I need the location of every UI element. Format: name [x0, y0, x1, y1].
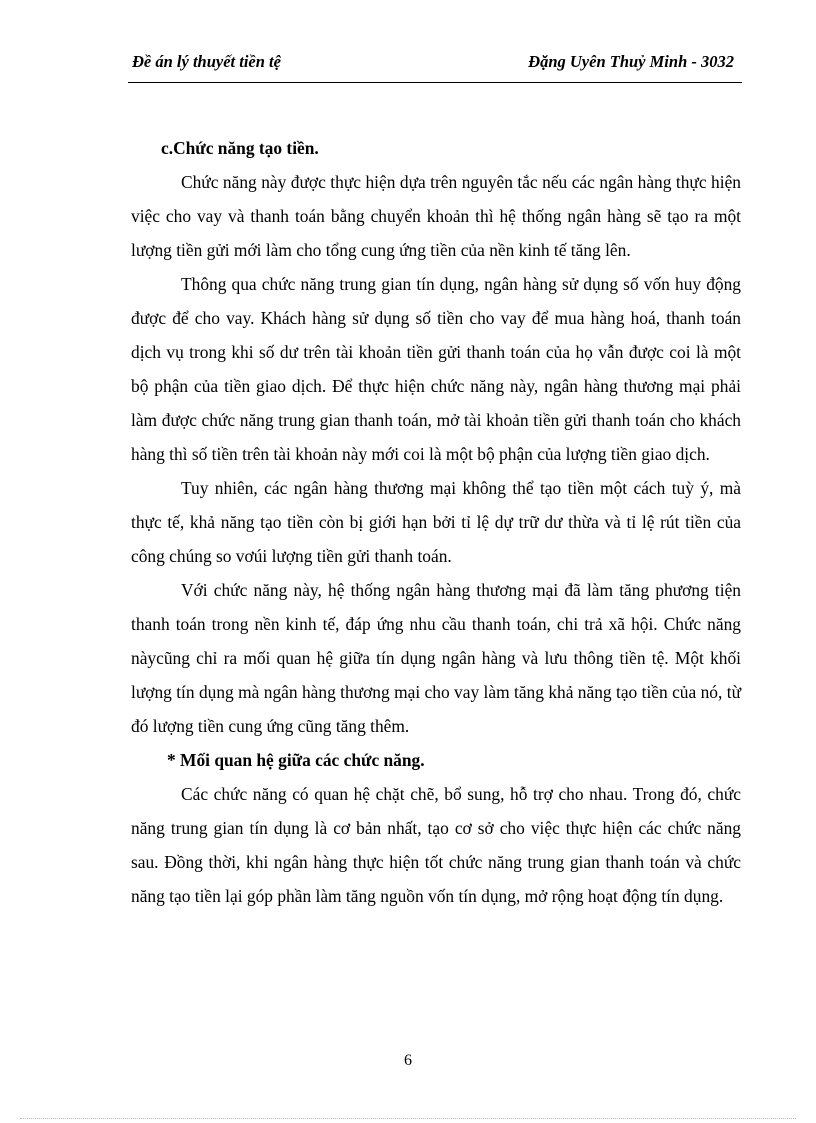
paragraph: Tuy nhiên, các ngân hàng thương mại không thể tạo tiền một cách tuỳ ý, mà thực tế, khả năng tạo tiền còn bị giới hạn bởi tỉ lệ dự trữ dư thừa và tỉ lệ rút tiền của công chúng so vơúi lượng tiền gửi thanh toán.: [131, 478, 741, 566]
document-body: [131, 131, 741, 913]
paragraph: Chức năng này được thực hiện dựa trên nguyên tắc nếu các ngân hàng thực hiện việc cho vay và thanh toán bằng chuyển khoản thì hệ thống ngân hàng sẽ tạo ra một lượng tiền gửi mới làm cho tổng cung ứng tiền của nền kinh tế tăng lên.: [131, 172, 741, 260]
subsection-heading: * Mối quan hệ giữa các chức năng.: [167, 750, 425, 770]
section-heading: c.Chức năng tạo tiền.: [161, 138, 319, 158]
paragraph: Các chức năng có quan hệ chặt chẽ, bổ sung, hỗ trợ cho nhau. Trong đó, chức năng trung gian tín dụng là cơ bản nhất, tạo cơ sở cho việc thực hiện các chức năng sau. Đồng thời, khi ngân hàng thực hiện tốt chức năng trung gian thanh toán và chức năng tạo tiền lại góp phần làm tăng nguồn vốn tín dụng, mở rộng hoạt động tín dụng.: [131, 784, 741, 906]
page-number: 6: [404, 1052, 412, 1069]
header-author: Đặng Uyên Thuỷ Minh - 3032: [528, 52, 734, 71]
page-header: [128, 50, 742, 80]
paragraph: Với chức năng này, hệ thống ngân hàng thương mại đã làm tăng phương tiện thanh toán trong nền kinh tế, đáp ứng nhu cầu thanh toán, chi trả xã hội. Chức năng nàycũng chỉ ra mối quan hệ giữa tín dụng ngân hàng và lưu thông tiền tệ. Một khối lượng tín dụng mà ngân hàng thương mại cho vay làm tăng khả năng tạo tiền của nó, từ đó lượng tiền cung ứng cũng tăng thêm.: [131, 580, 741, 736]
paragraph: Thông qua chức năng trung gian tín dụng, ngân hàng sử dụng số vốn huy động được để cho vay. Khách hàng sử dụng số tiền cho vay để mua hàng hoá, thanh toán dịch vụ trong khi số dư trên tài khoản tiền gửi thanh toán của họ vẫn được coi là một bộ phận của tiền giao dịch. Để thực hiện chức năng này, ngân hàng thương mại phải làm được chức năng trung gian thanh toán, mở tài khoản tiền gửi thanh toán cho khách hàng thì số tiền trên tài khoản này mới coi là một bộ phận của lượng tiền giao dịch.: [131, 274, 741, 464]
header-divider: [128, 82, 742, 83]
header-title: Đề án lý thuyết tiền tệ: [132, 52, 281, 71]
page-bottom-border: [20, 1118, 796, 1119]
